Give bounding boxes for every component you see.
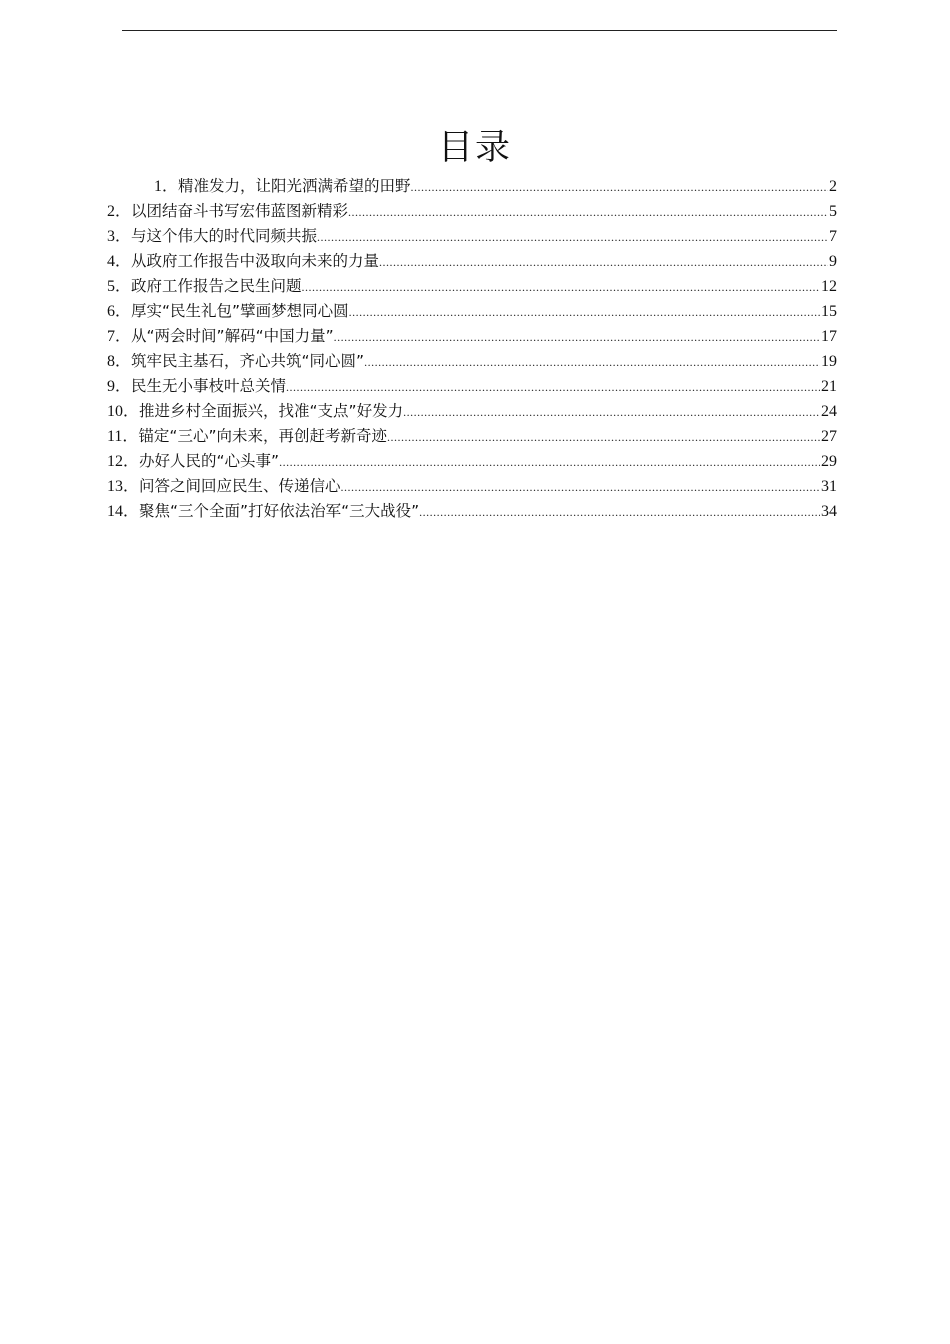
toc-entry-page-number: 17 (821, 328, 837, 345)
toc-list (107, 174, 837, 524)
toc-entry-page-number: 34 (821, 503, 837, 520)
toc-entry-number: 10． (107, 403, 140, 420)
toc-entry-title: 问答之间回应民生、传递信心 (139, 477, 341, 495)
dot-leader (419, 500, 820, 525)
toc-entry-page-number: 5 (829, 203, 837, 220)
toc-entry-title: 筑牢民主基石，齐心共筑“同心圆” (131, 352, 365, 370)
toc-entry-number: 4． (107, 253, 132, 270)
toc-entry-page-number: 9 (829, 253, 837, 270)
dot-leader (317, 225, 828, 250)
toc-entry-number: 11． (107, 428, 139, 445)
dot-leader (364, 350, 820, 375)
toc-entry-page-number: 24 (821, 403, 837, 420)
toc-entry-title: 以团结奋斗书写宏伟蓝图新精彩 (131, 202, 349, 220)
dot-leader (302, 275, 820, 300)
dot-leader (334, 325, 820, 350)
toc-entry[interactable] (107, 324, 837, 349)
dot-leader (379, 250, 828, 275)
toc-entry-title: 锚定“三心”向未来，再创赶考新奇迹 (138, 427, 387, 445)
toc-entry-page-number: 2 (829, 178, 837, 195)
toc-entry-page-number: 7 (829, 228, 837, 245)
toc-entry[interactable] (107, 474, 837, 499)
toc-title: 目录 (437, 128, 512, 168)
dot-leader (411, 175, 828, 200)
toc-entry[interactable] (107, 224, 837, 249)
toc-entry-title: 厚实“民生礼包”擘画梦想同心圆 (131, 302, 349, 320)
dot-leader (387, 425, 820, 450)
toc-entry[interactable] (107, 274, 837, 299)
toc-entry-title: 民生无小事枝叶总关情 (131, 377, 287, 395)
toc-entry[interactable] (107, 174, 837, 199)
toc-entry-number: 13． (107, 478, 140, 495)
toc-entry[interactable] (107, 249, 837, 274)
toc-entry-number: 3． (107, 228, 132, 245)
toc-entry-page-number: 21 (821, 378, 837, 395)
toc-entry[interactable] (107, 399, 837, 424)
dot-leader (286, 375, 820, 400)
toc-entry[interactable] (107, 449, 837, 474)
toc-entry[interactable] (107, 299, 837, 324)
toc-entry-number: 8． (107, 353, 132, 370)
dot-leader (403, 400, 820, 425)
toc-entry[interactable] (107, 349, 837, 374)
toc-entry[interactable] (107, 374, 837, 399)
dot-leader (279, 450, 820, 475)
toc-entry[interactable] (107, 499, 837, 524)
toc-entry-page-number: 31 (821, 478, 837, 495)
toc-entry-number: 9． (107, 378, 132, 395)
dot-leader (349, 300, 820, 325)
toc-entry-page-number: 27 (821, 428, 837, 445)
toc-entry-number: 12． (107, 453, 140, 470)
toc-entry-page-number: 19 (821, 353, 837, 370)
toc-entry-title: 从“两会时间”解码“中国力量” (131, 327, 334, 345)
toc-entry-number: 7． (107, 328, 132, 345)
toc-entry-page-number: 12 (821, 278, 837, 295)
dot-leader (341, 475, 820, 500)
toc-entry-number: 2． (107, 203, 132, 220)
toc-entry-title: 办好人民的“心头事” (139, 452, 280, 470)
toc-entry-number: 1． (154, 178, 179, 195)
toc-entry-title: 聚焦“三个全面”打好依法治军“三大战役” (139, 502, 420, 520)
toc-entry-page-number: 15 (821, 303, 837, 320)
toc-entry-number: 5． (107, 278, 132, 295)
header-rule (122, 30, 837, 31)
toc-entry-number: 14． (107, 503, 140, 520)
toc-entry-title: 政府工作报告之民生问题 (131, 277, 302, 295)
toc-entry-title: 与这个伟大的时代同频共振 (131, 227, 318, 245)
dot-leader (348, 200, 828, 225)
toc-entry-title: 从政府工作报告中汲取向未来的力量 (131, 252, 380, 270)
toc-entry-title: 推进乡村全面振兴，找准“支点”好发力 (139, 402, 404, 420)
toc-entry-page-number: 29 (821, 453, 837, 470)
toc-entry[interactable] (107, 424, 837, 449)
toc-entry-title: 精准发力，让阳光洒满希望的田野 (178, 177, 411, 195)
toc-entry[interactable] (107, 199, 837, 224)
toc-entry-number: 6． (107, 303, 132, 320)
